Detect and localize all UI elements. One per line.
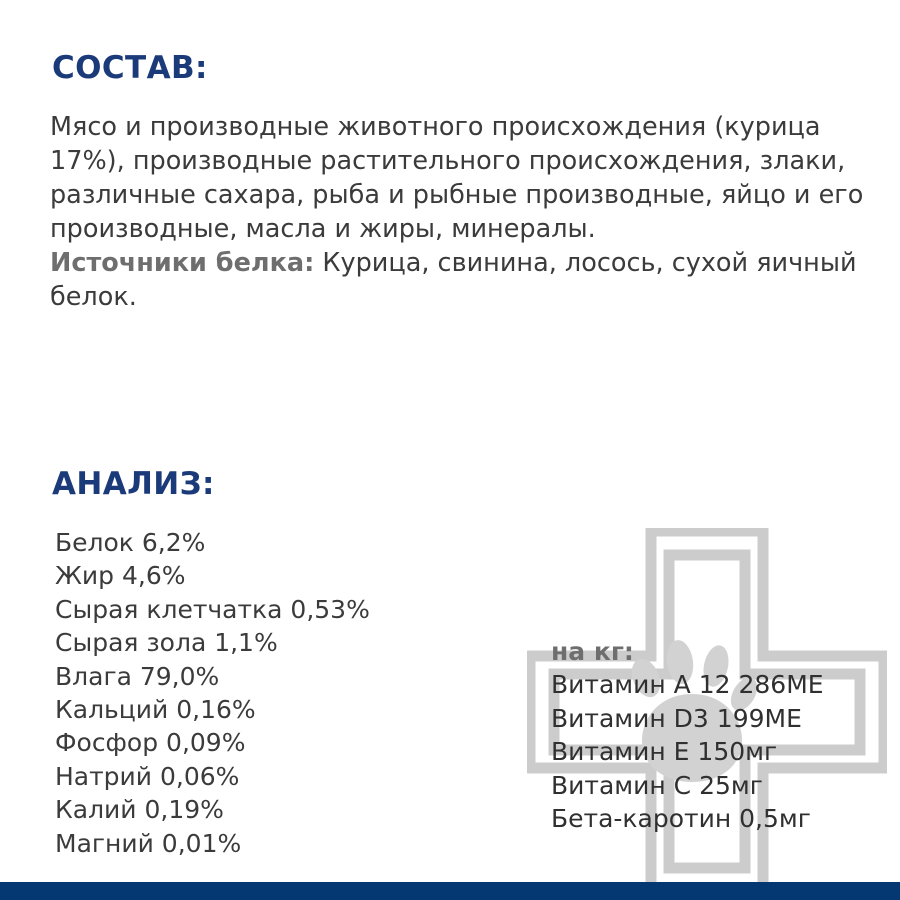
- protein-sources-label: Источники белка:: [50, 248, 315, 278]
- list-item: Сырая зола 1,1%: [55, 628, 278, 658]
- analysis-heading: АНАЛИЗ:: [52, 466, 215, 502]
- list-item: Натрий 0,06%: [55, 761, 240, 791]
- analysis-list: [55, 526, 485, 860]
- vitamin-panel: [527, 528, 887, 893]
- list-item: Белок 6,2%: [55, 528, 206, 557]
- composition-heading: СОСТАВ:: [52, 50, 208, 86]
- footer-bar: [0, 882, 900, 900]
- protein-sources-line: [50, 246, 870, 314]
- list-item: Калий 0,19%: [55, 795, 224, 825]
- vitamin-list: [551, 635, 887, 835]
- composition-paragraph: Мясо и производные животного происхождения (курица 17%), производные растительного происхождения, злаки, различные сахара, рыба и рыбные производные, яйцо и его производные, масла и жиры, минералы.: [50, 112, 864, 244]
- list-item: Витамин А 12 286МЕ: [551, 670, 824, 700]
- list-item: Жир 4,6%: [55, 561, 186, 591]
- list-item: Бета-каротин 0,5мг: [551, 804, 811, 834]
- list-item: Витамин Е 150мг: [551, 737, 778, 767]
- list-item: Фосфор 0,09%: [55, 728, 246, 758]
- list-item: Сырая клетчатка 0,53%: [55, 594, 370, 624]
- list-item: Витамин С 25мг: [551, 770, 763, 800]
- list-item: Влага 79,0%: [55, 661, 220, 691]
- vitamin-unit-label: на кг:: [551, 637, 634, 666]
- list-item: Кальций 0,16%: [55, 695, 256, 725]
- list-item: Витамин D3 199МЕ: [551, 703, 802, 733]
- list-item: Магний 0,01%: [55, 828, 242, 858]
- protein-sources-value: Курица, свинина, лосось, сухой яичный белок.: [50, 248, 857, 312]
- composition-text-block: [50, 110, 870, 314]
